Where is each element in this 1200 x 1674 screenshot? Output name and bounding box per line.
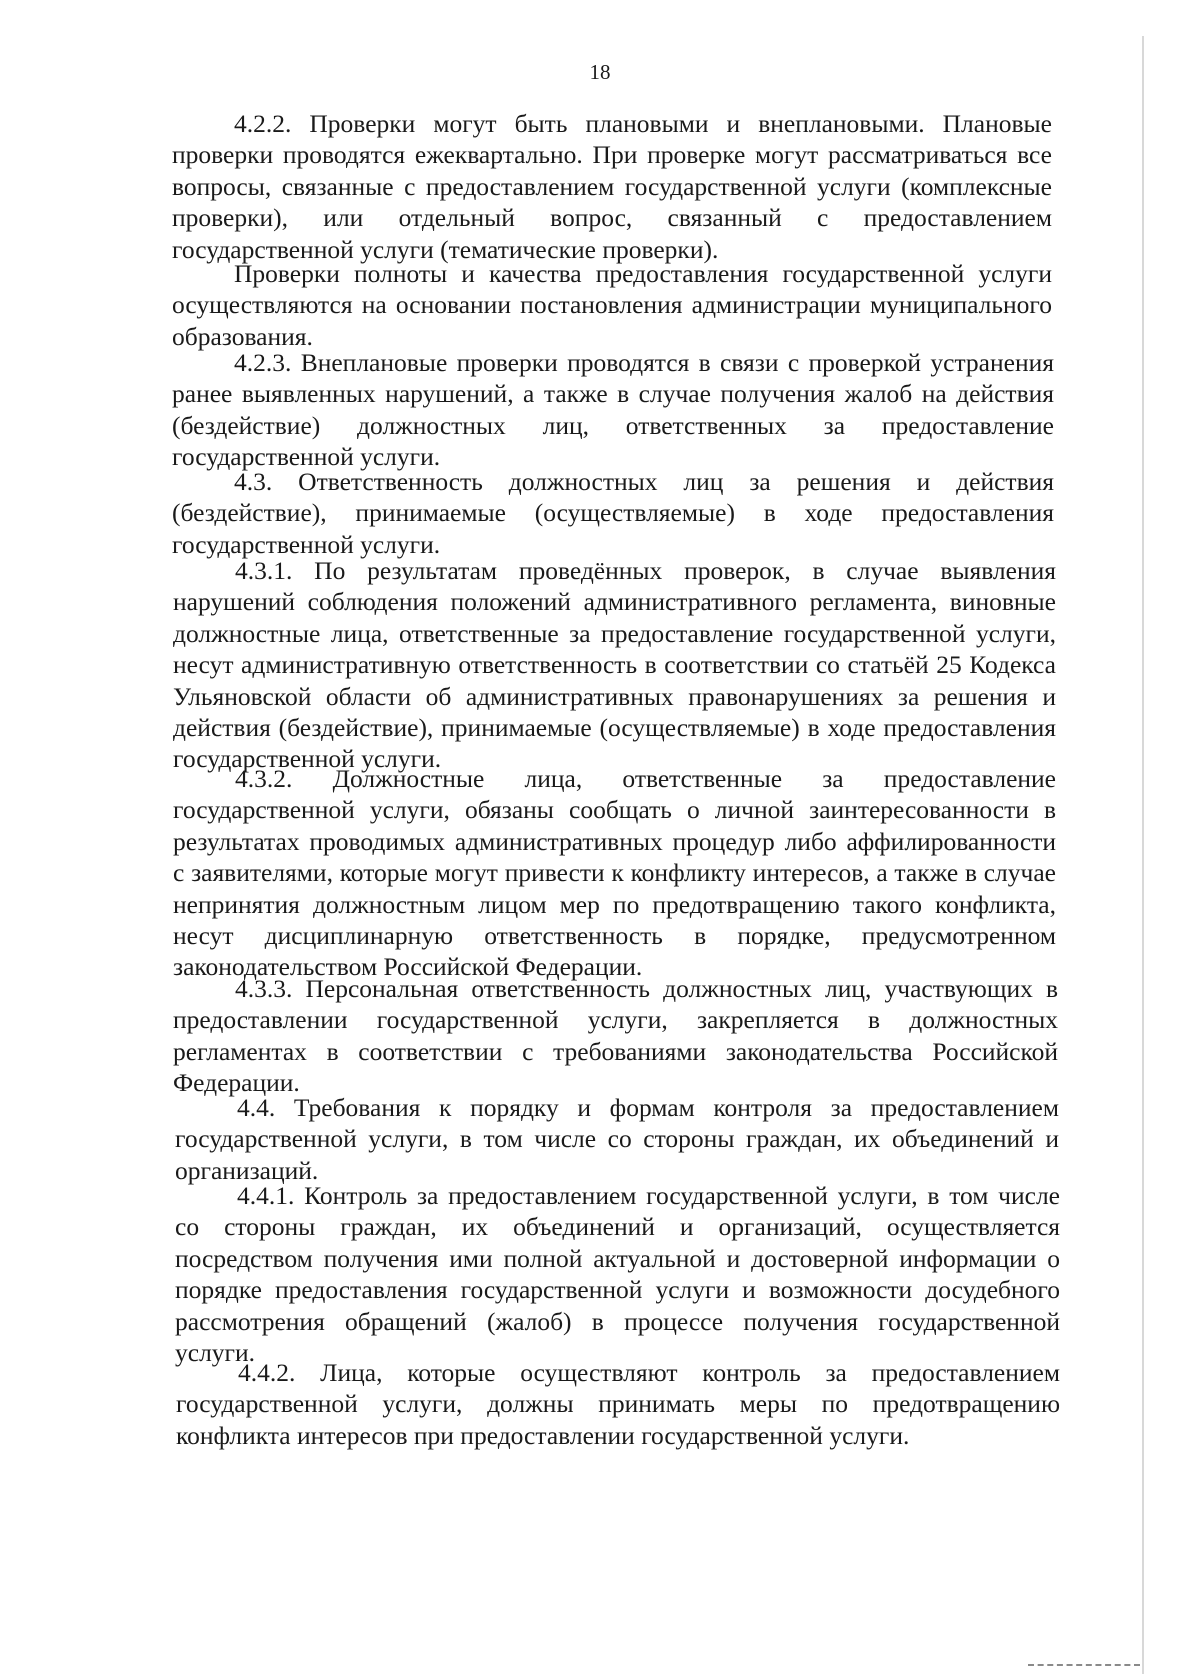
paragraph-4-3-3: 4.3.3. Персональная ответственность должностных лиц, участвующих в предоставлении государственной услуги, закрепляется в должностных регламентах в соответствии с требованиями законодательства Российской Федерации. [173,974,1058,1098]
paragraph-4-2-3: 4.2.3. Внеплановые проверки проводятся в связи с проверкой устранения ранее выявленных нарушений, а также в случае получения жалоб на действия (бездействие) должностных лиц, ответственных за предоставление государственной услуги. [172,348,1054,472]
paragraph-4-2-2: 4.2.2. Проверки могут быть плановыми и внеплановыми. Плановые проверки проводятся ежеквартально. При проверке могут рассматриваться все вопросы, связанные с предоставлением государственной услуги (комплексные проверки), или отдельный вопрос, связанный с предоставлением государственной услуги (тематические проверки). [172,109,1052,264]
paragraph-4-4-1: 4.4.1. Контроль за предоставлением государственной услуги, в том числе со стороны граждан, их объединений и организаций, осуществляется посредством получения ими полной актуальной и достоверной информации о порядке предоставления государственной услуги и возможности досудебного рассмотрения обращений (жалоб) в процессе получения государственной услуги. [175,1181,1060,1368]
paragraph-4-4: 4.4. Требования к порядку и формам контроля за предоставлением государственной услуги, в том числе со стороны граждан, их объединений и организаций. [175,1093,1059,1185]
paragraph-4-3-1: 4.3.1. По результатам проведённых проверок, в случае выявления нарушений соблюдения положений административного регламента, виновные должностные лица, ответственные за предоставление государственной услуги, несут административную ответственность в соответствии со статьёй 25 Кодекса Ульяновской области об административных правонарушениях за решения и действия (бездействие), принимаемые (осуществляемые) в ходе предоставления государственной услуги. [173,556,1056,774]
paragraph-4-3-2: 4.3.2. Должностные лица, ответственные за предоставление государственной услуги, обязаны сообщать о личной заинтересованности в результатах проводимых административных процедур либо аффилированности с заявителями, которые могут привести к конфликту интересов, а также в случае непринятия должностным лицом мер по предотвращению такого конфликта, несут дисциплинарную ответственность в порядке, предусмотренном законодательством Российской Федерации. [173,764,1056,982]
paragraph-checks-basis: Проверки полноты и качества предоставления государственной услуги осуществляются на основании постановления администрации муниципального образования. [172,259,1052,351]
scan-edge-line [1142,36,1144,1674]
page-number: 18 [589,60,611,84]
scan-corner-mark [1028,1664,1140,1674]
paragraph-4-3: 4.3. Ответственность должностных лиц за решения и действия (бездействие), принимаемые (осуществляемые) в ходе предоставления государственной услуги. [172,467,1054,559]
paragraph-4-4-2: 4.4.2. Лица, которые осуществляют контроль за предоставлением государственной услуги, должны принимать меры по предотвращению конфликта интересов при предоставлении государственной услуги. [176,1358,1060,1450]
